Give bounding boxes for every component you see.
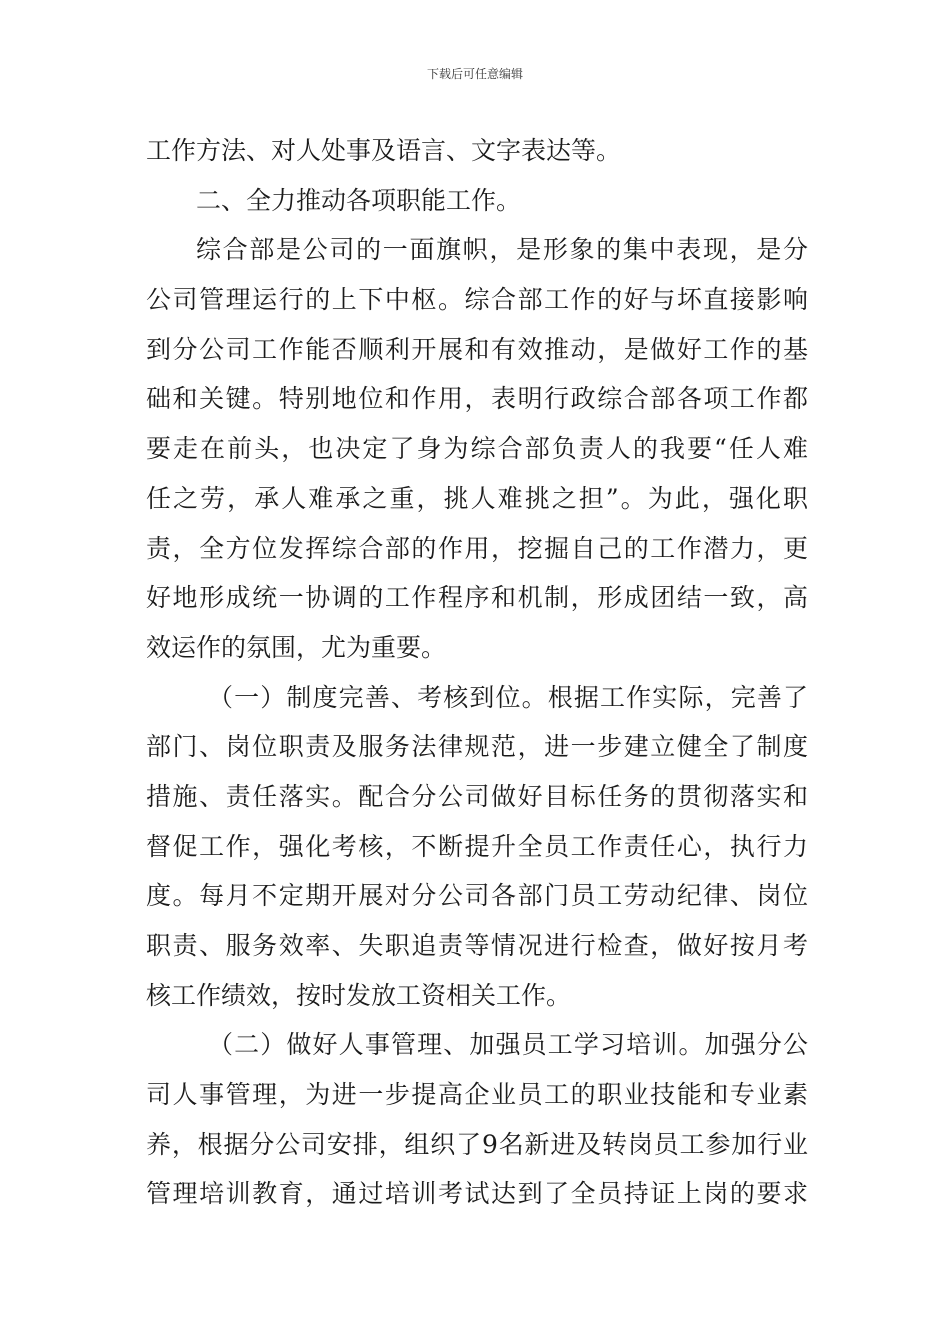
text-line: 效运作的氛围，尤为重要。 <box>146 632 447 662</box>
text-line: 到分公司工作能否顺利开展和有效推动，是做好工作的基 <box>146 334 808 364</box>
text-line: 综合部是公司的一面旗帜，是形象的集中表现，是分 <box>196 235 808 265</box>
text-line: 督促工作，强化考核，不断提升全员工作责任心，执行力 <box>146 831 808 861</box>
text-line: 责，全方位发挥综合部的作用，挖掘自己的工作潜力，更 <box>146 533 808 563</box>
text-line: 措施、责任落实。配合分公司做好目标任务的贯彻落实和 <box>146 781 808 811</box>
text-line: 好地形成统一协调的工作程序和机制，形成团结一致，高 <box>146 583 808 613</box>
text-line: 职责、服务效率、失职追责等情况进行检查，做好按月考 <box>146 931 808 960</box>
text-line: 公司管理运行的上下中枢。综合部工作的好与坏直接影响 <box>146 285 808 315</box>
text-line: 要走在前头，也决定了身为综合部负责人的我要“任人难 <box>146 434 808 464</box>
section-heading: 二、全力推动各项职能工作。 <box>196 185 522 215</box>
document-body <box>146 126 808 1219</box>
text-line: 任之劳，承人难承之重，挑人难挑之担”。为此，强化职 <box>146 483 808 513</box>
text-line: 核工作绩效，按时发放工资相关工作。 <box>146 980 572 1010</box>
text-line: 工作方法、对人处事及语言、文字表达等。 <box>146 136 622 165</box>
text-line: 度。每月不定期开展对分公司各部门员工劳动纪律、岗位 <box>146 881 808 911</box>
subsection-line: （二）做好人事管理、加强员工学习培训。加强分公 <box>208 1030 808 1060</box>
subsection-line: （一）制度完善、考核到位。根据工作实际，完善了 <box>208 682 808 712</box>
page-header: 下载后可任意编辑 <box>426 67 523 81</box>
text-line: 部门、岗位职责及服务法律规范，进一步建立健全了制度 <box>146 732 808 762</box>
text-line: 础和关键。特别地位和作用，表明行政综合部各项工作都 <box>146 384 808 414</box>
text-line: 司人事管理，为进一步提高企业员工的职业技能和专业素 <box>146 1080 808 1110</box>
text-line: 管理培训教育，通过培训考试达到了全员持证上岗的要求 <box>146 1179 808 1209</box>
text-line: 养，根据分公司安排，组织了9名新进及转岗员工参加行业 <box>146 1129 808 1159</box>
